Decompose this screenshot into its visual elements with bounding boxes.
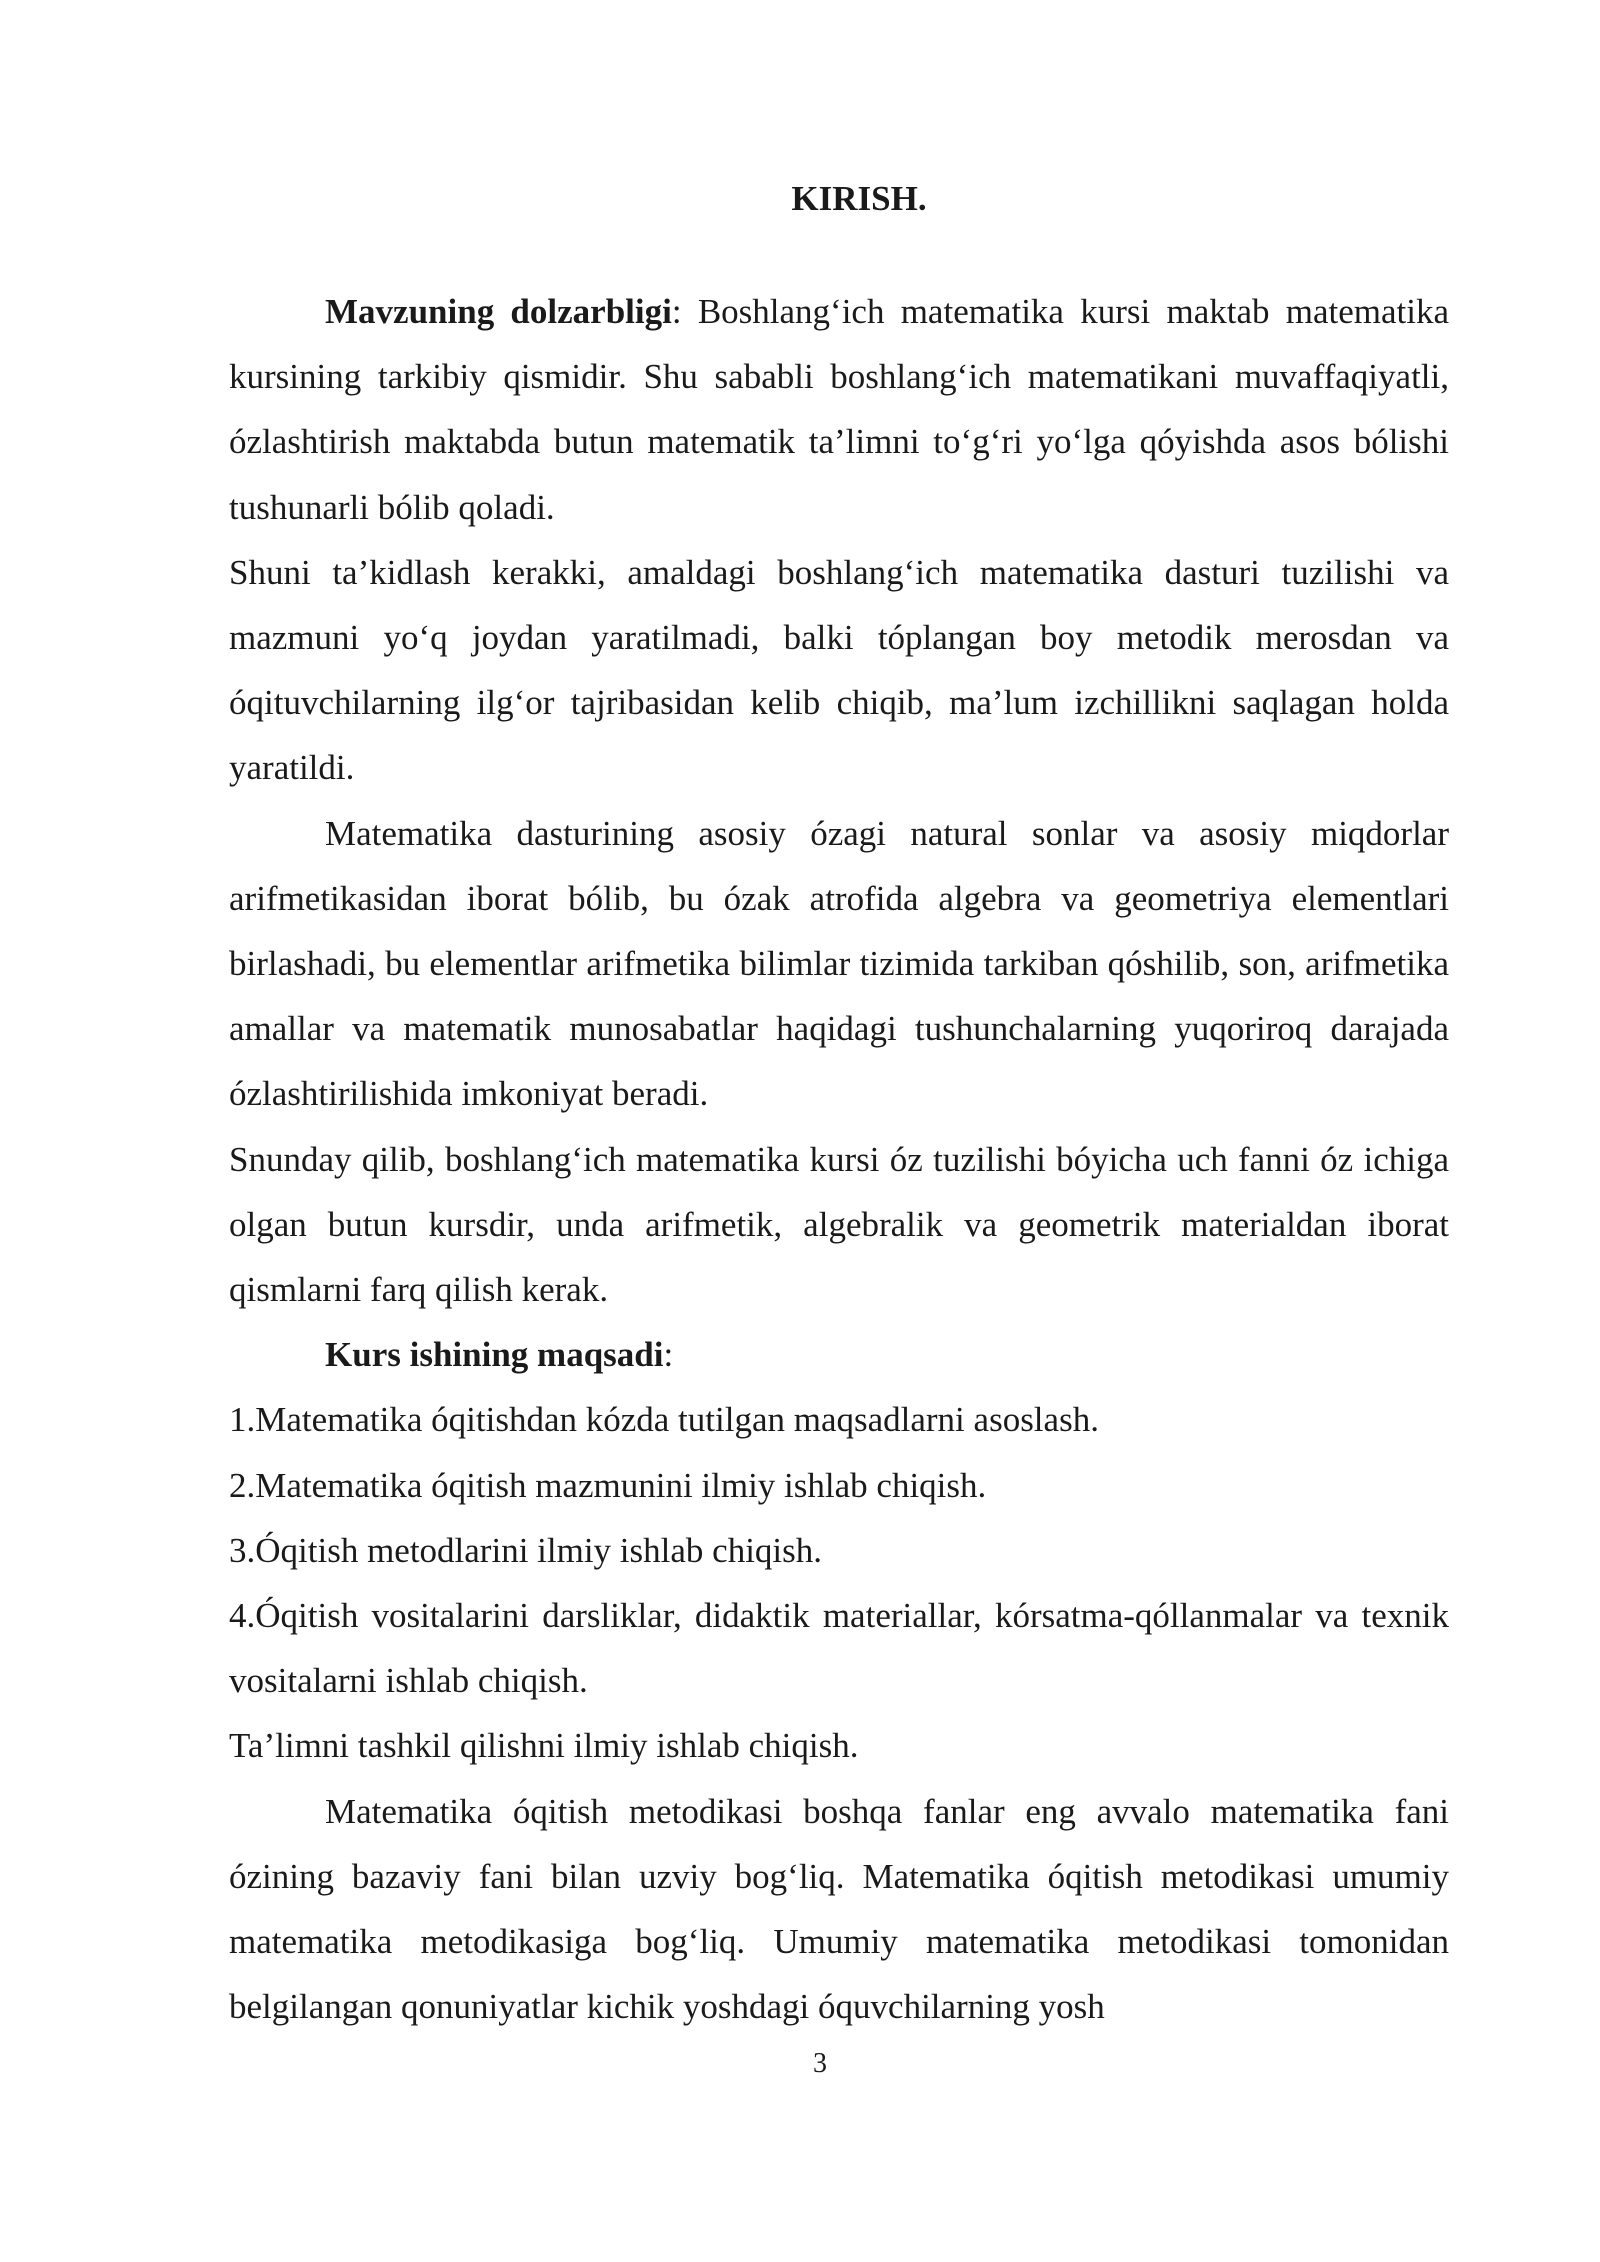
paragraph-3: Matematika dasturining asosiy ózagi natural sonlar va asosiy miqdorlar arifmetikasidan iborat bólib, bu ózak atrofida algebra va geometriya elementlari birlashadi, bu elementlar arifmetika bilimlar tizimida tarkiban qóshilib, son, arifmetika amallar va matematik munosabatlar haqidagi tushunchalarning yuqoriroq darajada ózlashtirilishida imkoniyat beradi. <box>229 813 1449 1114</box>
goal-item: 3.Óqitish metodlarini ilmiy ishlab chiqish. <box>229 1530 823 1570</box>
goal-item: 2.Matematika óqitish mazmunini ilmiy ishlab chiqish. <box>229 1465 987 1505</box>
paragraph-5: Matematika óqitish metodikasi boshqa fanlar eng avvalo matematika fani ózining bazaviy fani bilan uzviy bog‘liq. Matematika óqitish metodikasi umumiy matematika metodikasiga bog‘liq. Umumiy matematika metodikasi tomonidan belgilangan qonuniyatlar kichik yoshdagi óquvchilarning yosh <box>229 1791 1449 2027</box>
page-title: KIRISH. <box>791 179 927 218</box>
goal-extra: Ta’limni tashkil qilishni ilmiy ishlab chiqish. <box>229 1726 859 1766</box>
goal-item: 4.Óqitish vositalarini darsliklar, didaktik materiallar, kórsatma-qóllanmalar va texnik vositalarni ishlab chiqish. <box>229 1596 1449 1701</box>
goals-separator: : <box>663 1335 674 1375</box>
intro-label: Mavzuning dolzarbligi <box>325 292 672 331</box>
paragraph-2: Shuni ta’kidlash kerakki, amaldagi boshlang‘ich matematika dasturi tuzilishi va mazmuni yo‘q joydan yaratilmadi, balki tóplangan boy metodik merosdan va óqituvchilarning ilg‘or tajribasidan kelib chiqib, ma’lum izchillikni saqlagan holda yaratildi. <box>229 552 1449 788</box>
page-content <box>229 171 1449 2039</box>
page-number: 3 <box>813 2048 827 2079</box>
goals-label: Kurs ishining maqsadi <box>325 1335 664 1375</box>
goals-heading <box>229 1322 1449 1387</box>
goal-item: 1.Matematika óqitishdan kózda tutilgan maqsadlarni asoslash. <box>229 1400 1099 1440</box>
intro-separator: : <box>671 292 682 331</box>
intro-paragraph <box>229 279 1449 540</box>
intro-text: Boshlang‘ich matematika kursi maktab matematika kursining tarkibiy qismidir. Shu sababli boshlang‘ich matematikani muvaffaqiyatli, ózlashtirish maktabda butun matematik ta’limni to‘g‘ri yo‘lga qóyishda asos bólishi tushunarli bólib qoladi. <box>229 292 1449 527</box>
paragraph-4: Snunday qilib, boshlang‘ich matematika kursi óz tuzilishi bóyicha uch fanni óz ichiga olgan butun kursdir, unda arifmetik, algebralik va geometrik materialdan iborat qismlarni farq qilish kerak. <box>229 1139 1449 1310</box>
